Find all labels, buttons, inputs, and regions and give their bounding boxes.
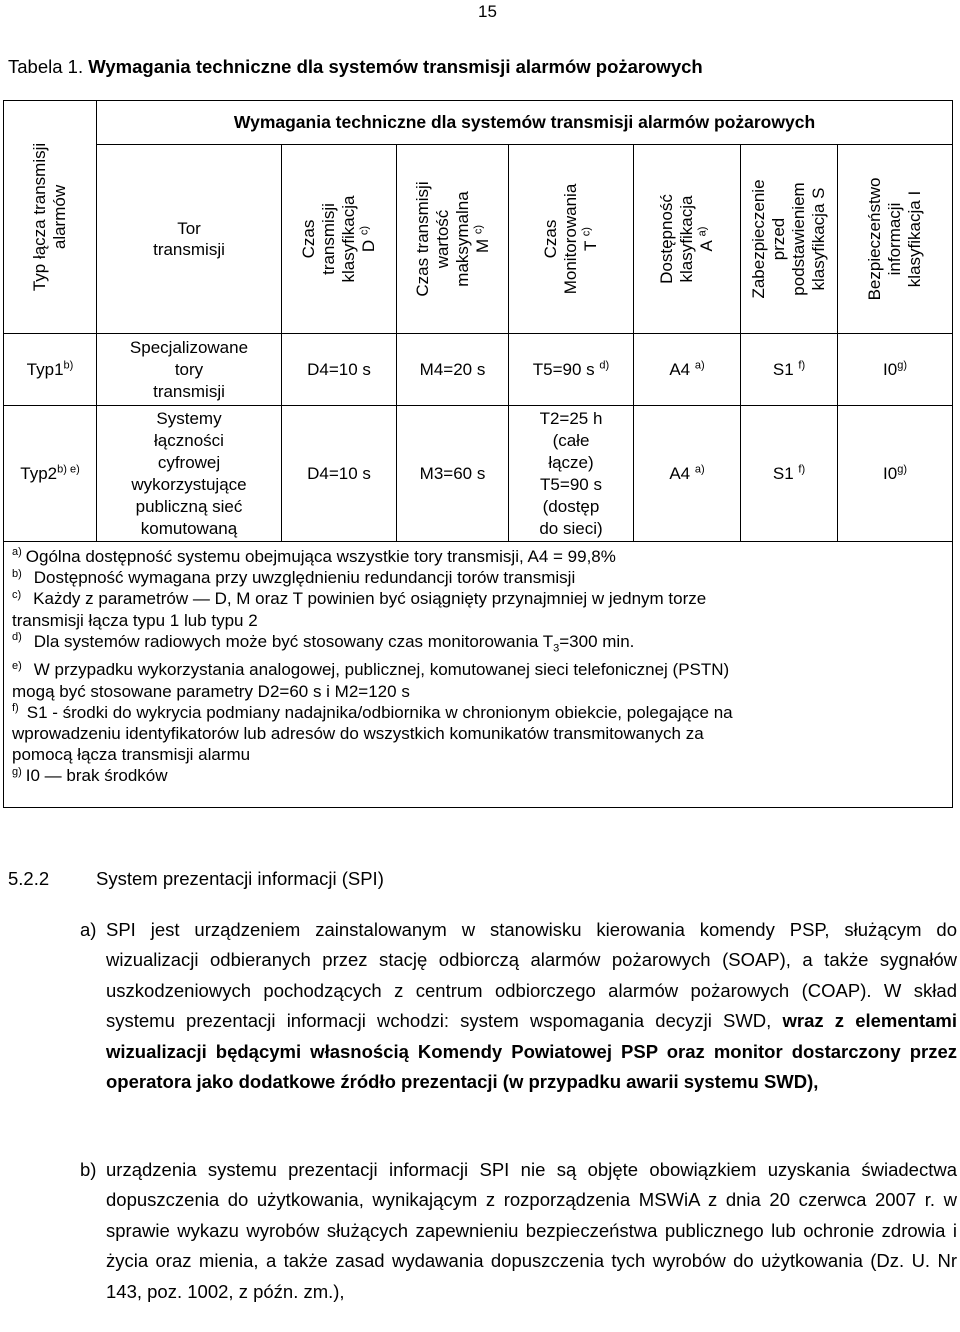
paragraph-a: a) SPI jest urządzeniem zainstalowanym w stanowisku kierowania komendy PSP, służącym do wizualizacji odbieranych przez stację odbiorczą alarmów pożarowych (SOAP), a także sygnałów uszkodzeniowych pochodzących z centrum odbiorczego alarmów pożarowych (COAP). W skład systemu prezentacji informacji wchodzi: system wspomagania decyzji SWD, wraz z elementami wizualizacji będącymi własnością Komendy Powiatowej PSP oraz monitor dostarczony przez operatora jako dodatkowe źródło prezentacji (w przypadku awarii systemu SWD), [80, 919, 958, 1093]
footnote-c: $^{c)}$ Każdy z parametrów — D, M oraz T powinien być osiągnięty przynajmniej w jednym torze [12, 588, 707, 609]
header-time-D: Czas transmisji klasyfikacja D $^{c)}$ [282, 145, 397, 334]
row2-A: A4 $^{a)}$ [634, 406, 741, 542]
footnote-d: $^{d)}$ Dla systemów radiowych może być stosowany czas monitorowania $T_3=300$ min. [12, 631, 635, 655]
section-heading: 5.2.2 System prezentacji informacji (SPI) [8, 868, 384, 889]
header-main: Wymagania techniczne dla systemów transmisji alarmów pożarowych [97, 101, 953, 145]
footnote-e: $^{e)}$ W przypadku wykorzystania analogowej, publicznej, komutowanej sieci telefonicznej (PSTN) [12, 659, 730, 680]
row1-type: Typ1$^{b)}$ [4, 334, 97, 406]
header-security-I: Bezpieczeństwo informacji klasyfikacja I [838, 145, 953, 334]
footnote-a: $^{a)}$ Ogólna dostępność systemu obejmująca wszystkie tory transmisji, A4 = 99,8% [12, 546, 616, 566]
row1-D: D4=10 s [282, 334, 397, 406]
page-number: 15 [478, 2, 497, 21]
caption-title: Wymagania techniczne dla systemów transmisji alarmów pożarowych [88, 56, 703, 77]
paragraph-b: b) urządzenia systemu prezentacji informacji SPI nie są objęte obowiązkiem uzyskania świadectwa dopuszczenia do użytkowania, wynikającym z rozporządzenia MSWiA z dnia 20 czerwca 2007 r. w sprawie wykazu wyrobów służących zapewnieniu bezpieczeństwa publicznego lub ochronie zdrowia i życia oraz mienia, a także zasad wydawania dopuszczenia tych wyrobów do użytkowania (Dz. U. Nr 143, poz. 1002, z późn. zm.), [80, 1159, 957, 1302]
footnote-f: $^{f)}$ S1 - środki do wykrycia podmiany nadajnika/odbiornika w chronionym obiekcie, polegające na [12, 702, 733, 722]
header-link-type: Typ łącza transmisji alarmów [4, 101, 97, 334]
row1-A: A4 $^{a)}$ [634, 334, 741, 406]
header-protection-S: Zabezpieczenie przed podstawieniem klasyfikacja S [741, 145, 838, 334]
table-caption [8, 56, 703, 78]
requirements-table [3, 100, 953, 808]
footnote-g: $^{g)}$ I0 — brak środków [12, 765, 168, 786]
row2-T: T2=25 h (całe łącze) T5=90 s (dostęp do sieci) [509, 406, 634, 542]
table-row [4, 334, 953, 406]
row2-type: $Typ2^{b) e)}$ [4, 406, 97, 542]
table-footnotes: $^{a)}$ Ogólna dostępność systemu obejmująca wszystkie tory transmisji, A4 = 99,8% $^{b)}$ Dostępność wymagana przy uwzględnieniu redundancji torów transmisji $^{c)}$ Każdy z parametrów — D, M oraz T powinien być osiągnięty przynajmniej w jednym torze transmisji łącza typu 1 lub typu 2 $^{d)}$ Dla systemów radiowych może być stosowany czas monitorowania $T_3=300$ min. $^{e)}$ W przypadku wykorzystania analogowej, publicznej, komutowanej sieci telefonicznej (PSTN) mogą być stosowane parametry D2=60 s i M2=120 s $^{f)}$ S1 - środki do wykrycia podmiany nadajnika/odbiornika w chronionym obiekcie, polegające na wprowadzeniu identyfikatorów lub adresów do wszystkich komunikatów transmitowanych za pomocą łącza transmisji alarmu $^{g)}$ I0 — brak środków [4, 542, 953, 808]
row2-M: M3=60 s [397, 406, 509, 542]
row1-path: Specjalizowane tory transmisji [97, 334, 282, 406]
row1-I: I0$^{g)}$ [838, 334, 953, 406]
header-time-M: Czas transmisji wartość maksymalna M $^{c)}$ [397, 145, 509, 334]
caption-prefix: Tabela 1. [8, 56, 84, 77]
header-time-T: Czas Monitorowania T $^{c)}$ [509, 145, 634, 334]
row2-D: D4=10 s [282, 406, 397, 542]
header-transmission-path: Tor transmisji [97, 145, 282, 334]
row1-T: T5=90 s $^{d)}$ [509, 334, 634, 406]
row2-I: I0$^{g)}$ [838, 406, 953, 542]
table-row [4, 406, 953, 542]
row2-path: Systemy łączności cyfrowej wykorzystujące publiczną sieć komutowaną [97, 406, 282, 542]
row1-S: S1 $^{f)}$ [741, 334, 838, 406]
footnote-b: $^{b)}$ Dostępność wymagana przy uwzględnieniu redundancji torów transmisji [12, 567, 576, 588]
row2-S: S1 $^{f)}$ [741, 406, 838, 542]
row1-M: M4=20 s [397, 334, 509, 406]
header-availability-A: Dostępność klasyfikacja A $^{a)}$ [634, 145, 741, 334]
